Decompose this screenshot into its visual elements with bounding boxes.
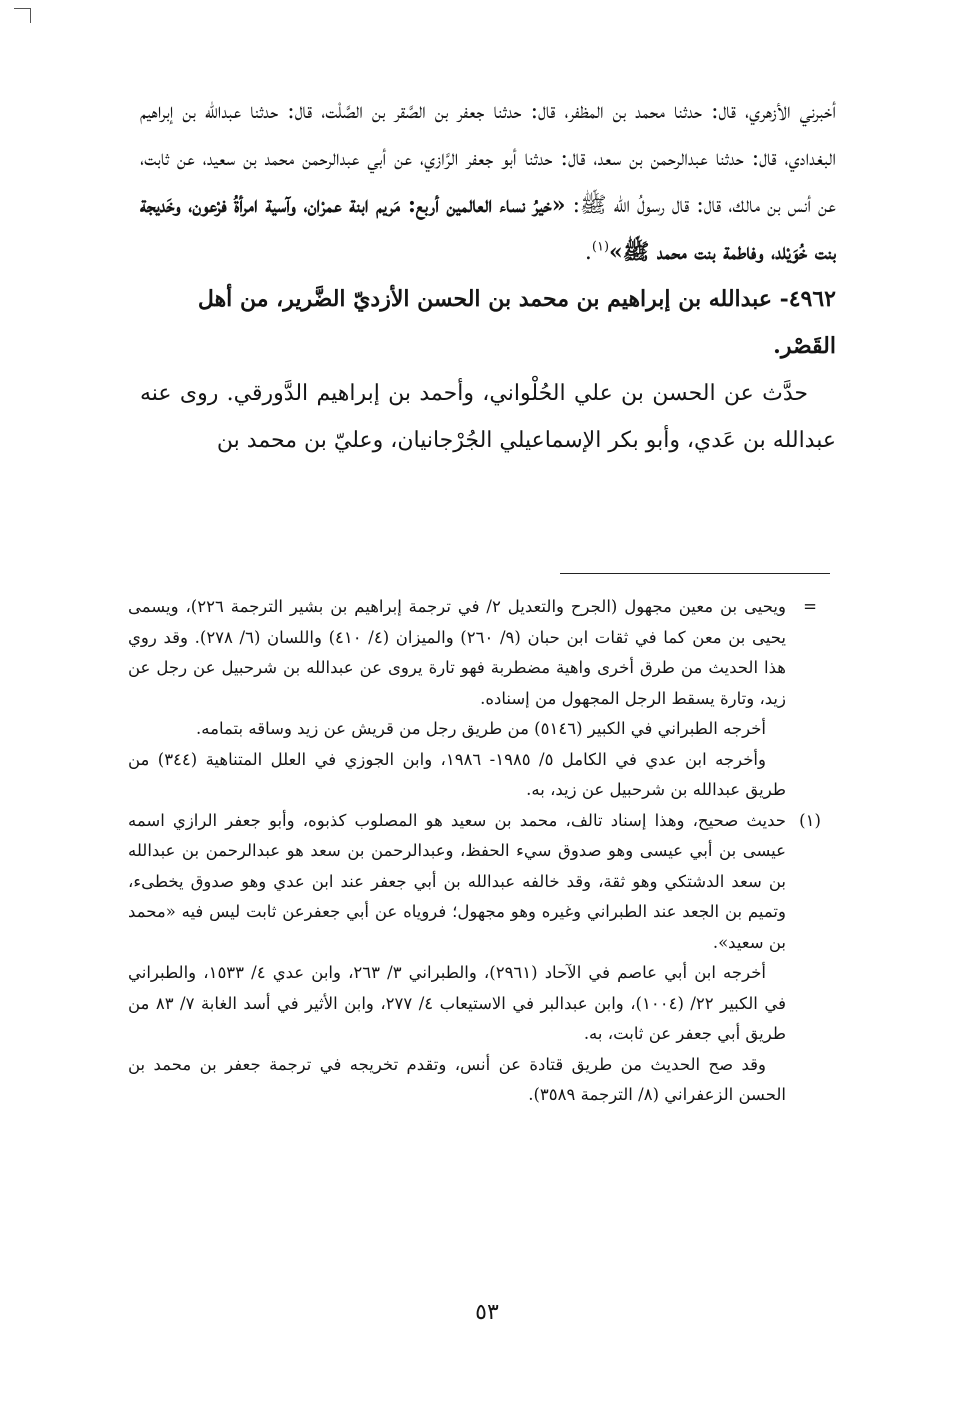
footnote-number: (١) [799, 810, 821, 830]
hadith-text: «خيرُ نساء العالمين أربع: مَريم ابنة عمرْان، وآسية امرأةُ فرْعون، وخَديجة بنت خُوَيْلد، وفاطمة بنت محمد ﷺ» [140, 192, 836, 265]
corner-crop-mark [14, 8, 31, 23]
main-text [140, 88, 836, 464]
footnotes [128, 592, 838, 1111]
footnote-separator [560, 573, 830, 574]
hadith-end: . [584, 240, 592, 265]
footnote-continued [128, 592, 838, 806]
footnote-paragraph: وقد صح الحديث من طريق قتادة عن أنس، وتقدم تخريجه في ترجمة جعفر بن محمد بن الحسن الزعفراني (٨/ الترجمة ٣٥٨٩). [128, 1054, 786, 1104]
footnote-paragraph: وأخرجه ابن عدي في الكامل ٥/ ١٩٨٥- ١٩٨٦، وابن الجوزي في العلل المتناهية (٣٤٤) من طريق عبدالله بن شرحبيل عن زيد، به. [128, 749, 786, 799]
page-number: ٥٣ [475, 1300, 499, 1325]
isnad-text: أخبرني الأزهري، قال: حدثنا محمد بن المظفر، قال: حدثنا جعفر بن الصَّقر بن الصَّلْت، قال: حدثنا عبدالله بن إبراهيم البغدادي، قال: حدثنا عبدالرحمن بن سعد، قال: حدثنا أبو جعفر الرَّازي، عن أبي عبدالرحمن محمد بن سعيد، عن ثابت، عن أنس بن مالك، قال: قال رسولُ الله ﷺ: [140, 99, 836, 218]
biography-heading: ٤٩٦٢- عبدالله بن إبراهيم بن محمد بن الحسن الأزديّ الضَّرير، من أهل القَصْر. [197, 286, 836, 359]
footnote-paragraph: ويحيى بن معين مجهول (الجرح والتعديل ٢/ في ترجمة إبراهيم بن بشير الترجمة ٢٢٦)، ويسمى يحيى بن معن كما في ثقات ابن حبان (٩/ ٢٦٠) والميزان (٤/ ٤١٠) واللسان (٦/ ٢٧٨). وقد روي هذا الحديث من طرق أخرى واهية مضطربة فهو تارة يروى عن عبدالله بن شرحبيل عن رجل عن زيد، وتارة يسقط الرجل المجهول من إسناده. [128, 597, 786, 708]
footnote-ref-1[interactable]: (١) [591, 239, 610, 255]
footnote-paragraph: حديث صحيح، وهذا إسناد تالف، محمد بن سعيد هو المصلوب كذبوه، وأبو جعفر الرازي اسمه عيسى بن أبي عيسى وهو صدوق سيء الحفظ، وعبدالرحمن بن سعد هو عبدالرحمن بن عبدالله بن سعد الدشتكي وهو ثقة، وقد خالفه عبدالله بن أبي جعفر عند ابن عدي وهو صدوق يخطىء، وتميم بن الجعد عند الطبراني وغيره وهو مجهول؛ فروياه عن أبي جعفرعن ثابت ليس فيه «محمد بن سعيد». [128, 810, 786, 952]
footnote-paragraph: أخرجه ابن أبي عاصم في الآحاد (٢٩٦١)، والطبراني ٣/ ٢٦٣، وابن عدي ٤/ ١٥٣٣، والطبراني في الكبير ٢٢/ (١٠٠٤)، وابن عبدالبر في الاستيعاب ٤/ ٢٧٧، وابن الأثير في أسد الغابة ٧/ ٨٣ من طريق أبي جعفر عن ثابت، به. [128, 963, 786, 1043]
continuation-marker: = [803, 597, 817, 616]
footnote-paragraph: أخرجه الطبراني في الكبير (٥١٤٦) من طريق رجل من قريش عن زيد وساقه بتمامه. [196, 719, 766, 738]
isnad-paragraph [140, 88, 836, 276]
footnote-1 [128, 806, 838, 1111]
biography-paragraph: حدَّث عن الحسن بن علي الحُلْواني، وأحمد بن إبراهيم الدَّورقي. روى عنه عبدالله بن عَدي، وأبو بكر الإسماعيلي الجُرْجانيان، وعليّ بن محمد بن [140, 381, 836, 453]
